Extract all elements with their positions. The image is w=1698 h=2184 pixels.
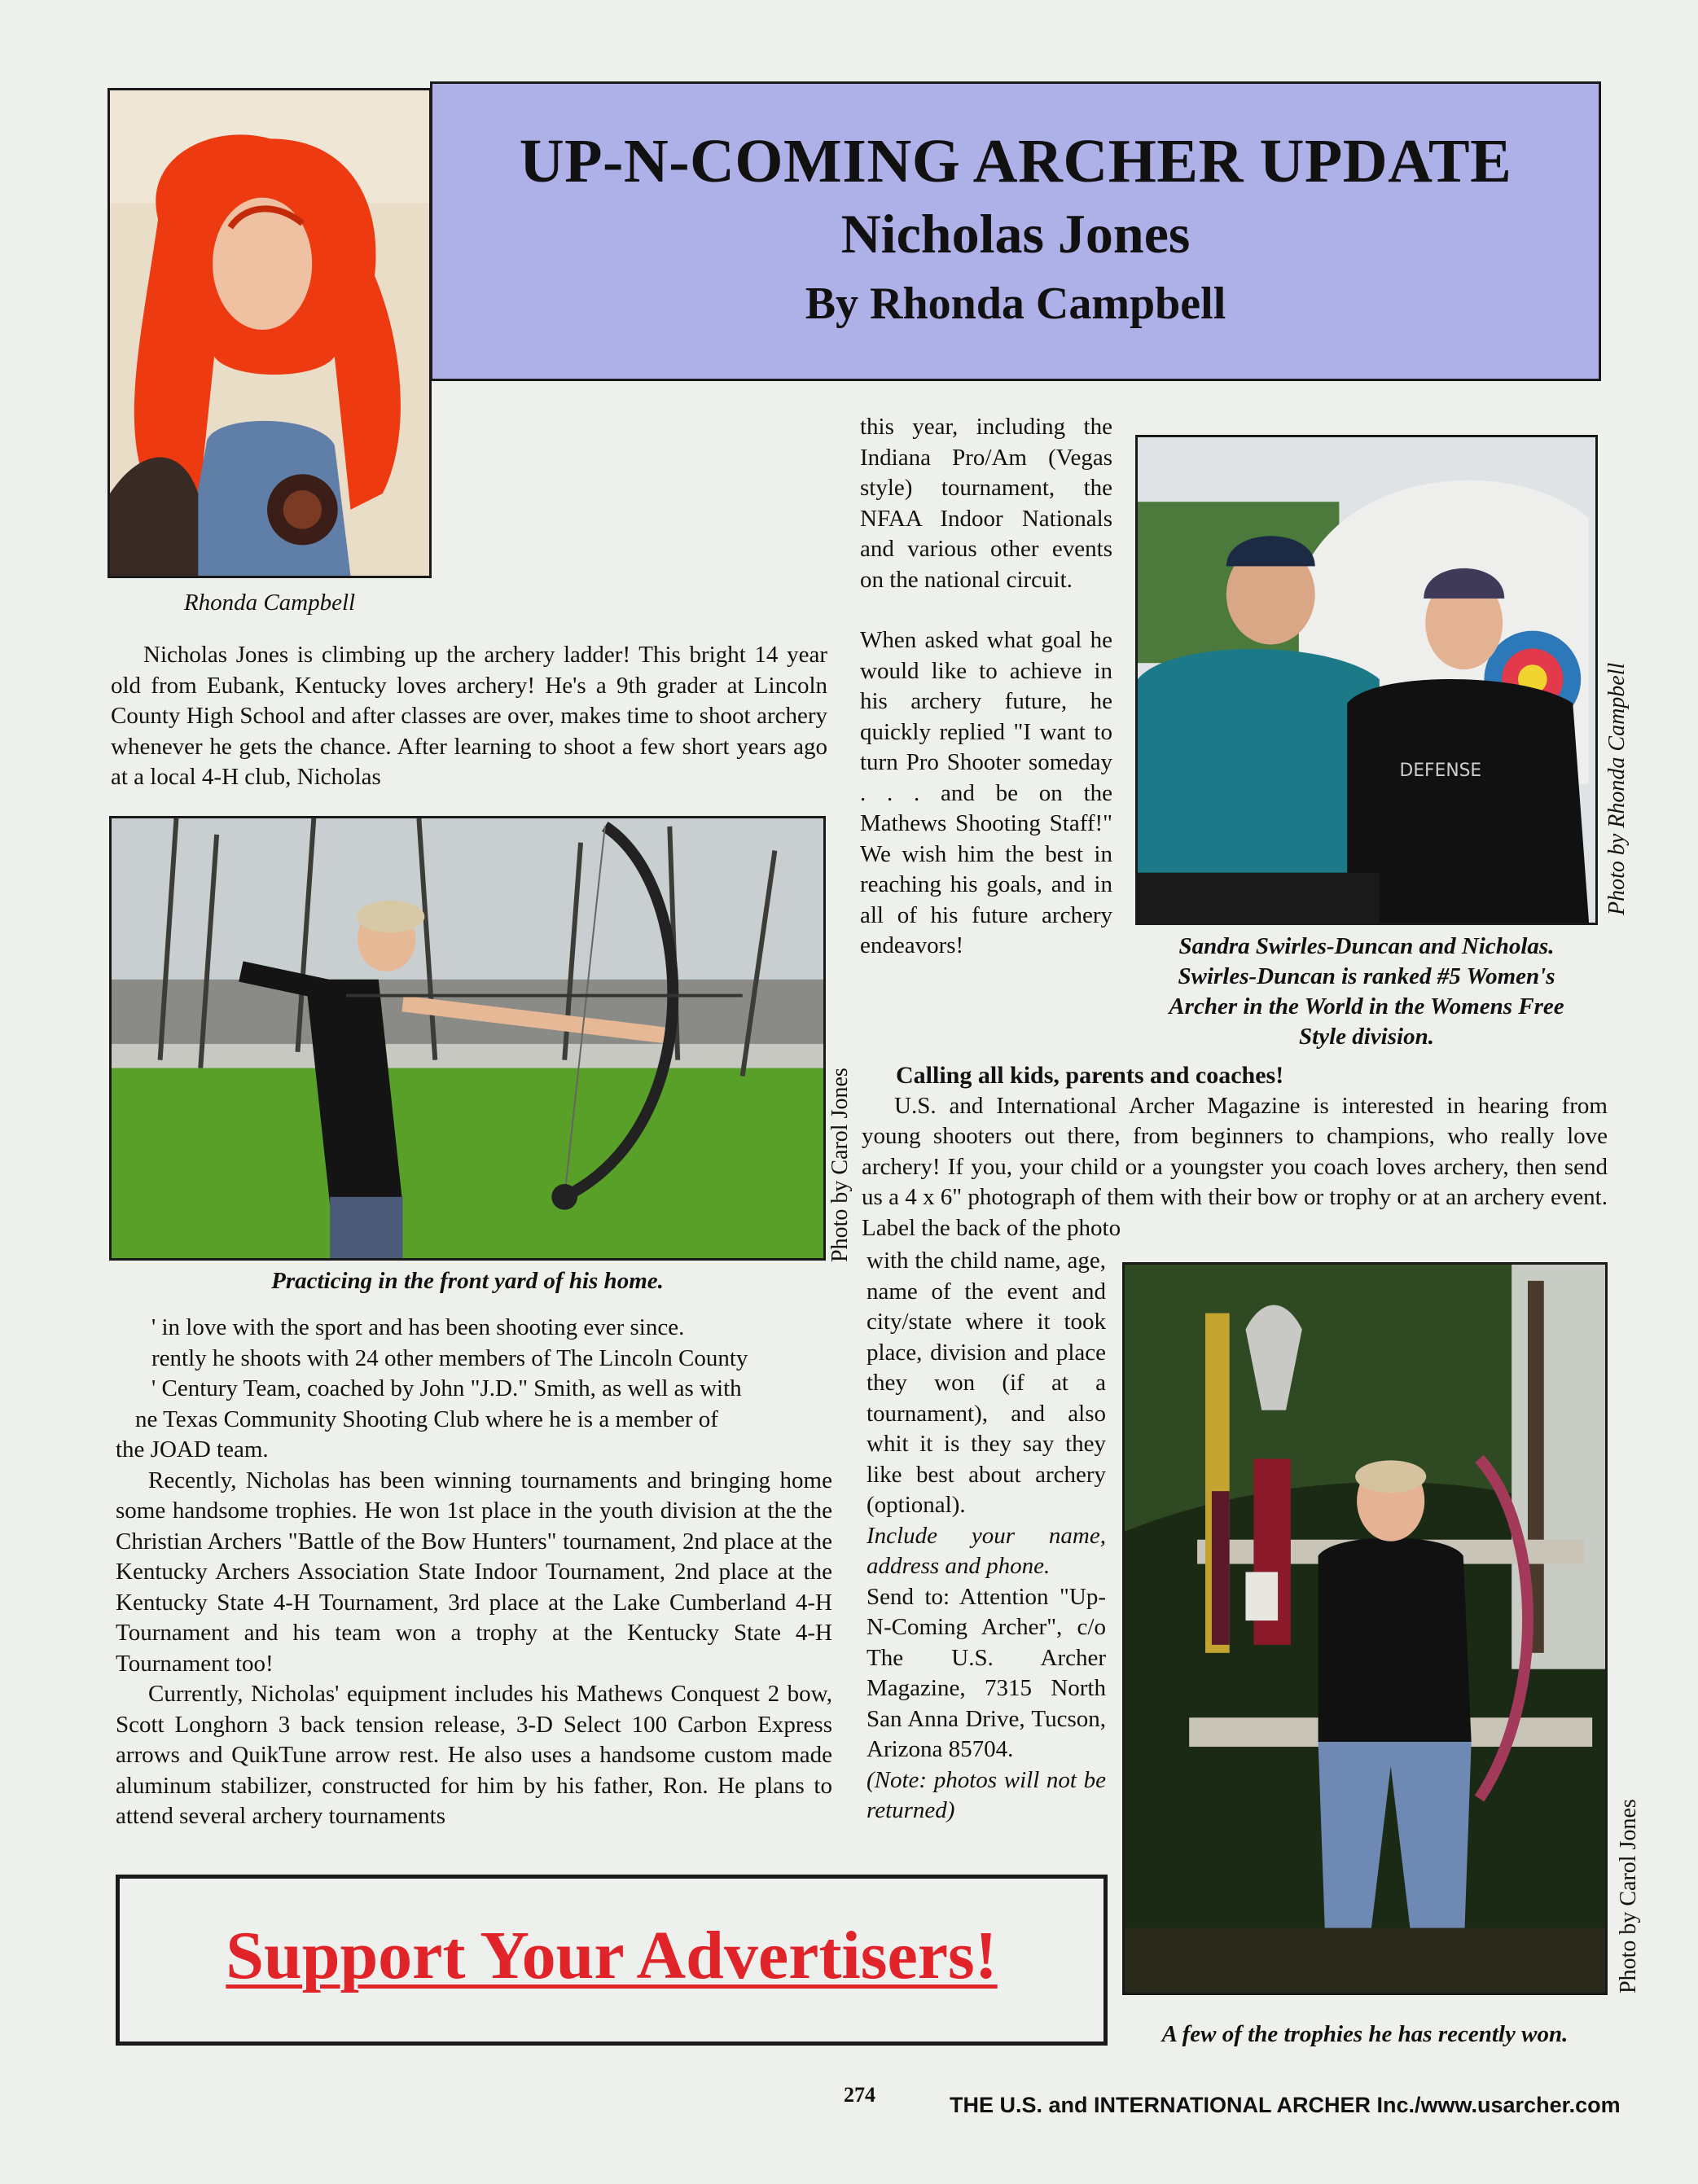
call-section xyxy=(862,1060,1608,1243)
article-column-2 xyxy=(860,412,1112,962)
article-column-1-bottom xyxy=(116,1313,832,1832)
sandra-caption-line2: Swirles-Duncan is ranked #5 Women's xyxy=(1178,963,1555,989)
article-byline: By Rhonda Campbell xyxy=(805,278,1226,329)
practice-caption: Practicing in the front yard of his home. xyxy=(271,1268,664,1294)
sandra-caption-line3: Archer in the World in the Womens Free xyxy=(1169,993,1564,1020)
paragraph-goals: When asked what goal he would like to achieve in his archery future, he quickly replied "I want to turn Pro Shooter someday . . . and be on the Mathews Shooting Staff!" We wish him the best in reaching his goals, and in all of his future archery endeavors! xyxy=(860,627,1112,958)
author-photo xyxy=(107,88,432,578)
trophies-photo xyxy=(1122,1262,1608,1995)
paragraph-recent-wins: Recently, Nicholas has been winning tournaments and bringing home some handsome trophies. He won 1st place in the youth division at the the Christian Archers "Battle of the Bow Hunters" tournament, 2nd place at the Kentucky Archers Association State Indoor Tournament, 2nd place at the Kentucky State 4-H Tournament, 3rd place at the Lake Cumberland 4-H Tournament and his team won a trophy at the Kentucky State 4-H Tournament too! xyxy=(116,1467,832,1677)
sandra-caption-line4: Style division. xyxy=(1299,1024,1434,1050)
paragraph-equipment: Currently, Nicholas' equipment includes his Mathews Conquest 2 bow, Scott Longhorn 3 back tension release, 3-D Select 100 Carbon Express arrows and QuikTune arrow rest. He also uses a handsome custom made aluminum stabilizer, constructed for him by his father, Ron. He plans to attend several archery tournaments xyxy=(116,1681,832,1829)
support-advertisers-box xyxy=(116,1875,1108,2046)
call-section-continued xyxy=(867,1246,1106,1827)
publication-footer: THE U.S. and INTERNATIONAL ARCHER Inc./www.usarcher.com xyxy=(950,2093,1621,2117)
practice-photo-credit: Photo by Carol Jones xyxy=(827,1068,853,1262)
paragraph-continued-line3: ' Century Team, coached by John "J.D." Smith, as well as with xyxy=(151,1375,742,1401)
paragraph-tournaments: this year, including the Indiana Pro/Am (Vegas style) tournament, the NFAA Indoor Nationals and various other events on the national circuit. xyxy=(860,414,1112,593)
sandra-photo-credit: Photo by Rhonda Campbell xyxy=(1604,662,1630,915)
sandra-caption-line1: Sandra Swirles-Duncan and Nicholas. xyxy=(1178,933,1555,959)
paragraph-intro: Nicholas Jones is climbing up the archery ladder! This bright 14 year old from Eubank, Kentucky loves archery! He's a 9th grader at Lincoln County High School and after classes are over, makes time to shoot archery whenever he gets the chance. After learning to shoot a few short years ago at a local 4-H club, Nicholas xyxy=(111,642,827,790)
trophies-photo-credit: Photo by Carol Jones xyxy=(1616,1799,1641,1993)
call-paragraph: U.S. and International Archer Magazine is interested in hearing from young shooters out there, from beginners to champions, who really love archery! If you, your child or a youngster you coach loves archery, then send us a 4 x 6" photograph of them with their bow or trophy or at an archery event. Label the back of the photo xyxy=(862,1092,1608,1241)
paragraph-continued-line1: ' in love with the sport and has been shooting ever since. xyxy=(151,1314,685,1340)
paragraph-continued-line4: ne Texas Community Shooting Club where he is a member of xyxy=(135,1406,718,1432)
sandra-photo xyxy=(1135,435,1598,925)
svg-text:DEFENSE: DEFENSE xyxy=(1399,760,1482,781)
call-heading: Calling all kids, parents and coaches! xyxy=(896,1062,1284,1089)
support-advertisers-text: Support Your Advertisers! xyxy=(226,1918,998,1993)
practice-photo xyxy=(109,816,826,1261)
page-number: 274 xyxy=(844,2083,875,2107)
article-subject: Nicholas Jones xyxy=(840,203,1191,265)
title-banner xyxy=(430,81,1601,381)
trophies-caption: A few of the trophies he has recently won. xyxy=(1161,2021,1569,2047)
call-contact-note: Include your name, address and phone. xyxy=(867,1522,1106,1579)
sandra-caption xyxy=(1135,932,1598,1052)
call-address: Send to: Attention "Up-N-Coming Archer", c/o The U.S. Archer Magazine, 7315 North San Anna Drive, Tucson, Arizona 85704. xyxy=(867,1583,1106,1762)
article-title: UP-N-COMING ARCHER UPDATE xyxy=(519,127,1512,195)
article-column-1-top xyxy=(111,640,827,793)
call-instructions: with the child name, age, name of the event and city/state where it took place, division and place they won (if at a tournament), and also whit it is they say they like best about archery (optional). xyxy=(867,1248,1106,1518)
author-caption: Rhonda Campbell xyxy=(183,590,356,616)
paragraph-continued-line5: the JOAD team. xyxy=(116,1436,269,1463)
paragraph-continued-line2: rently he shoots with 24 other members of The Lincoln County xyxy=(151,1344,748,1371)
call-photo-note: (Note: photos will not be returned) xyxy=(867,1766,1106,1823)
